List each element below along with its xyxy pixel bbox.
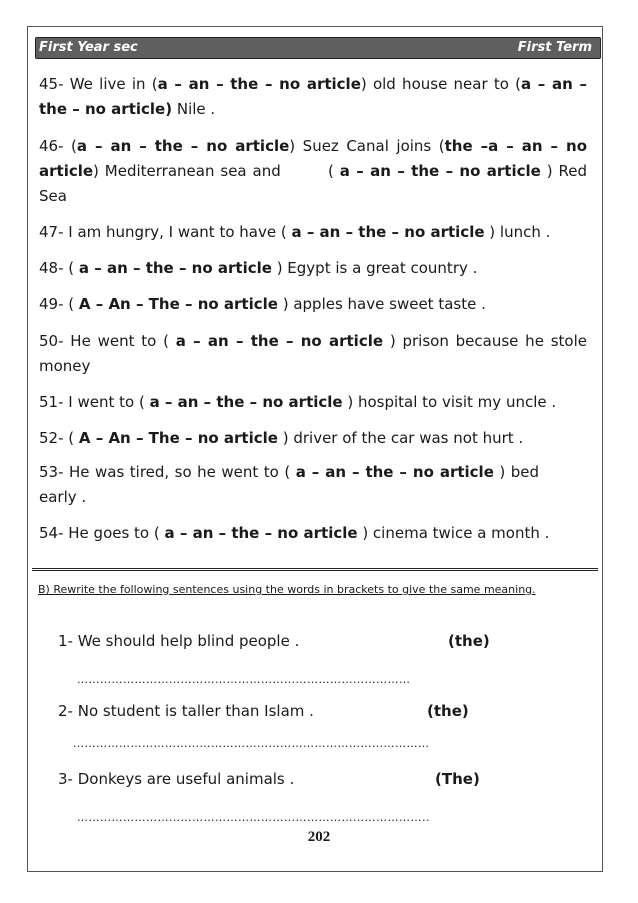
question-51 [39, 390, 587, 415]
question-text: Nile . [172, 100, 216, 118]
question-text: 46- ( [39, 137, 77, 155]
rewrite-sentence-1: 1- We should help blind people . [58, 632, 300, 650]
question-text: ) Mediterranean sea and ( [93, 162, 340, 180]
article-options: a – an – the – no article [291, 223, 485, 241]
question-46 [39, 134, 587, 209]
question-text: ) apples have sweet taste . [277, 295, 486, 313]
rewrite-sentence-3: 3- Donkeys are useful animals . [58, 770, 295, 788]
header-left-label: First Year sec [39, 40, 138, 55]
article-options: a – an – the – no article [78, 259, 272, 277]
question-47 [39, 220, 587, 245]
question-text: ) prison because he stole money [39, 332, 587, 375]
article-options: a – an – the – no article [175, 332, 384, 350]
rewrite-word-3: (The) [435, 770, 480, 788]
rewrite-sentence-2: 2- No student is taller than Islam . [58, 702, 314, 720]
article-options: a – an – the – no article [149, 393, 343, 411]
answer-line-2: ………………………………………………………………………………… [73, 737, 430, 750]
question-text: ) driver of the car was not hurt . [277, 429, 524, 447]
question-52 [39, 426, 587, 451]
article-options: a – an – the – no article [295, 463, 494, 481]
article-options: a – an – the – no article) [39, 75, 587, 118]
article-options: A – An – The – no article [78, 295, 278, 313]
article-options: a – an – the – no article [157, 75, 361, 93]
section-divider [32, 568, 598, 571]
question-text: 49- ( [39, 295, 79, 313]
question-text: ) bed early . [39, 463, 539, 506]
section-b-heading: B) Rewrite the following sentences using the words in brackets to give the same meaning. [38, 583, 536, 596]
question-text: 51- I went to ( [39, 393, 150, 411]
question-text: 54- He goes to ( [39, 524, 165, 542]
question-50 [39, 329, 587, 379]
question-text: 45- We live in ( [39, 75, 158, 93]
rewrite-word-2: (the) [427, 702, 469, 720]
rewrite-word-1: (the) [448, 632, 490, 650]
page-number: 202 [307, 829, 331, 845]
question-text: ) hospital to visit my uncle . [342, 393, 557, 411]
question-48 [39, 256, 587, 281]
article-options: a – an – the – no article [164, 524, 358, 542]
question-text: 52- ( [39, 429, 79, 447]
header-bar [35, 37, 601, 59]
question-45 [39, 72, 587, 122]
article-options: a – an – the – no article [76, 137, 290, 155]
question-text: 47- I am hungry, I want to have ( [39, 223, 292, 241]
article-options: the –a – an – no article [39, 137, 587, 180]
answer-line-3: ……………………………………………………………………………….. [77, 811, 430, 824]
question-49 [39, 292, 587, 317]
question-text: ) Suez Canal joins ( [289, 137, 445, 155]
article-options: a – an – the – no article [339, 162, 541, 180]
question-text: ) Red Sea [39, 162, 587, 205]
question-text: 48- ( [39, 259, 79, 277]
question-text: 53- He was tired, so he went to ( [39, 463, 296, 481]
question-text: ) Egypt is a great country . [271, 259, 478, 277]
header-right-label: First Term [517, 40, 592, 55]
question-text: ) cinema twice a month . [357, 524, 550, 542]
question-text: ) old house near to ( [360, 75, 521, 93]
answer-line-1: …………………………………………………………………………… [77, 673, 411, 686]
question-54 [39, 521, 587, 546]
question-text: ) lunch . [484, 223, 551, 241]
article-options: A – An – The – no article [78, 429, 278, 447]
question-text: 50- He went to ( [39, 332, 176, 350]
question-53 [39, 460, 539, 510]
